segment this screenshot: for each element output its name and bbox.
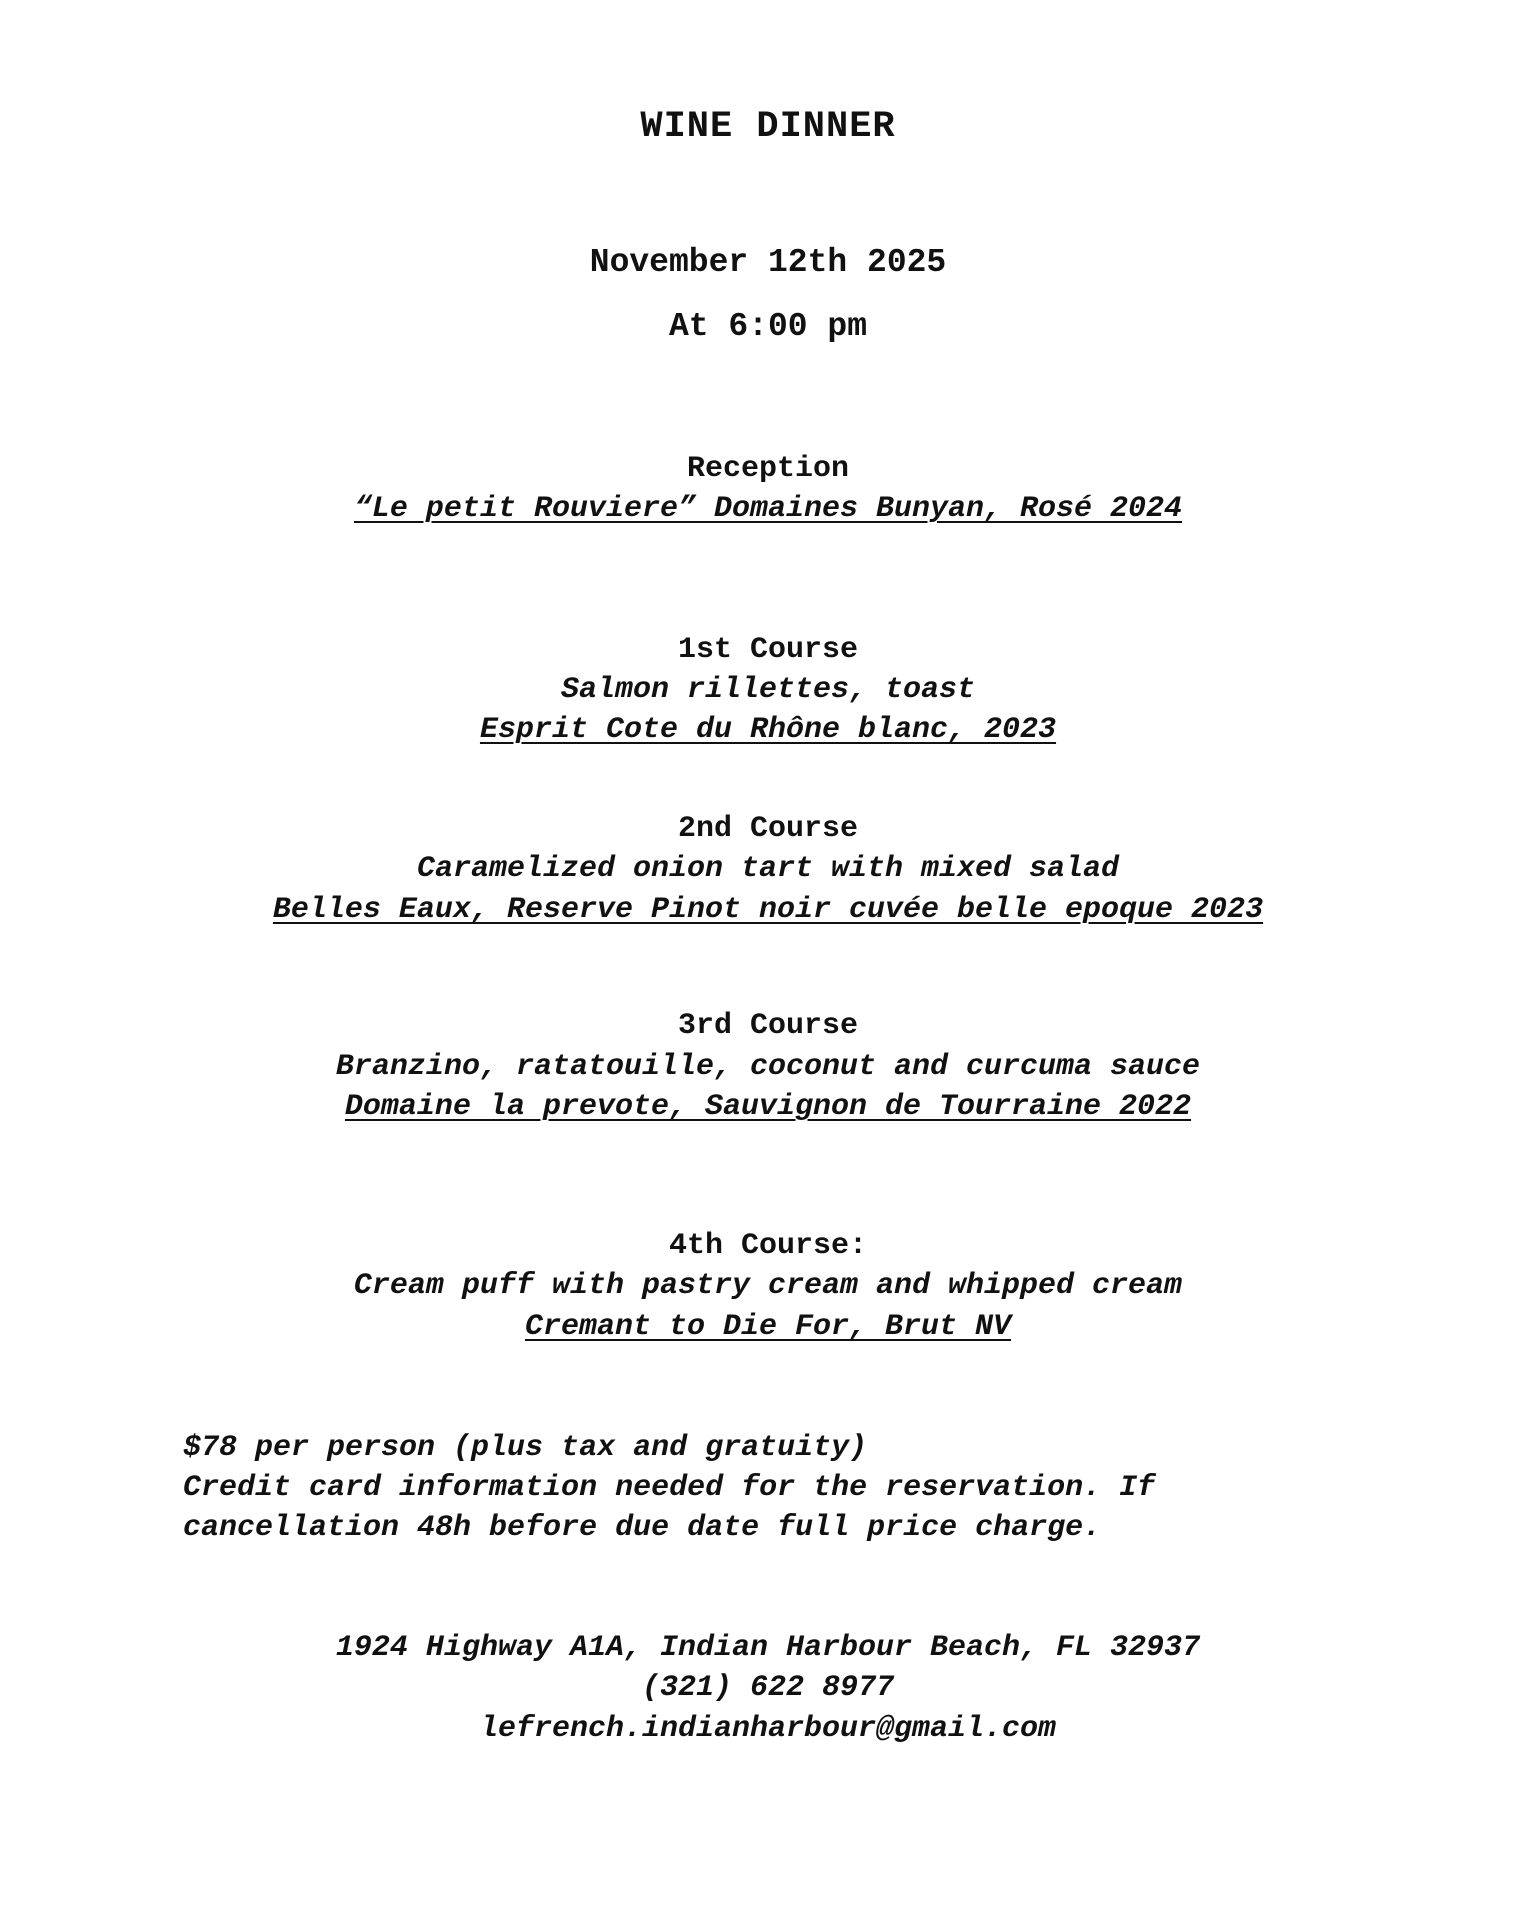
phone-number: (321) 622 8977 — [641, 1671, 895, 1705]
wine-pairing: “Le petit Rouviere” Domaines Bunyan, Rosé 2024 — [353, 492, 1183, 526]
course-heading: 1st Course — [677, 633, 859, 667]
course-dish: Salmon rillettes, toast — [560, 673, 976, 707]
event-time: At 6:00 pm — [668, 308, 868, 345]
course-dish: Cream puff with pastry cream and whipped cream — [353, 1269, 1183, 1303]
policy-line: Credit card information needed for the reservation. If — [183, 1471, 1156, 1505]
address: 1924 Highway A1A, Indian Harbour Beach, FL 32937 — [335, 1631, 1201, 1665]
course-dish: Caramelized onion tart with mixed salad — [416, 852, 1120, 886]
course-heading: Reception — [686, 452, 850, 486]
event-date: November 12th 2025 — [589, 244, 947, 281]
course-heading: 4th Course: — [668, 1229, 868, 1263]
email-address: lefrench.indianharbour@gmail.com — [479, 1712, 1057, 1746]
wine-pairing: Belles Eaux, Reserve Pinot noir cuvée belle epoque 2023 — [272, 893, 1264, 927]
course-heading: 3rd Course — [677, 1009, 859, 1043]
course-heading: 2nd Course — [677, 812, 859, 846]
pricing-block — [183, 1428, 1383, 1548]
wine-pairing: Cremant to Die For, Brut NV — [524, 1310, 1012, 1344]
wine-pairing: Esprit Cote du Rhône blanc, 2023 — [479, 713, 1057, 747]
page-title: WINE DINNER — [640, 106, 896, 148]
wine-pairing: Domaine la prevote, Sauvignon de Tourraine 2022 — [344, 1090, 1192, 1124]
course-dish: Branzino, ratatouille, coconut and curcuma sauce — [335, 1050, 1201, 1084]
price-line: $78 per person (plus tax and gratuity) — [183, 1431, 868, 1465]
policy-line: cancellation 48h before due date full price charge. — [183, 1511, 1102, 1545]
